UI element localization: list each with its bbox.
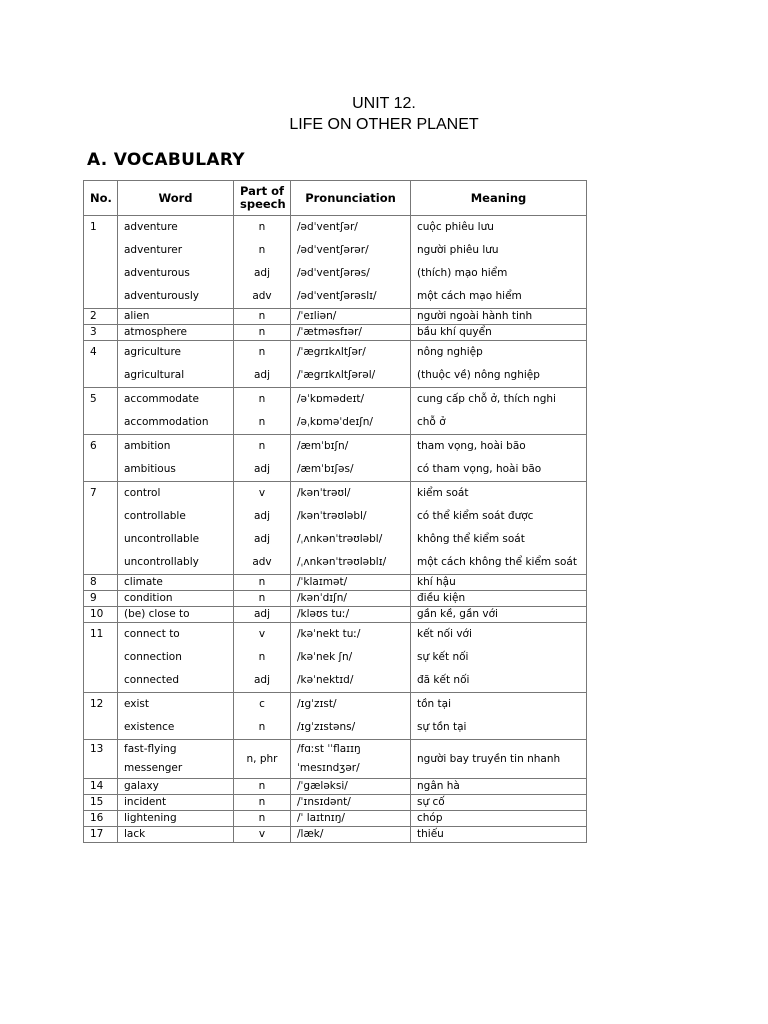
meaning-cell: ngân hà <box>411 779 587 795</box>
pronunciation-cell: /æmˈbɪʃəs/ <box>291 458 411 482</box>
table-row <box>84 575 587 591</box>
row-number: 15 <box>84 795 118 811</box>
pronunciation-cell: /kəˈnek ʃn/ <box>291 646 411 669</box>
meaning-cell: điều kiện <box>411 591 587 607</box>
header-part-of-speech: Part of speech <box>234 181 291 216</box>
pronunciation-cell: /ˈklaɪmət/ <box>291 575 411 591</box>
pronunciation-cell: /fɑːst ˈˈflaɪɪŋ <box>291 740 411 760</box>
word-cell: accommodate <box>118 388 234 412</box>
word-cell: control <box>118 482 234 506</box>
table-row <box>84 411 587 435</box>
table-row <box>84 482 587 506</box>
part-of-speech-cell: adj <box>234 669 291 693</box>
word-cell: ambition <box>118 435 234 459</box>
row-number: 8 <box>84 575 118 591</box>
part-of-speech-cell: n <box>234 341 291 365</box>
word-cell: incident <box>118 795 234 811</box>
table-row <box>84 716 587 740</box>
word-cell: lack <box>118 827 234 843</box>
meaning-cell: sự kết nối <box>411 646 587 669</box>
pronunciation-cell: /kəˈnektɪd/ <box>291 669 411 693</box>
meaning-cell: người phiêu lưu <box>411 239 587 262</box>
table-row <box>84 693 587 717</box>
header-word: Word <box>118 181 234 216</box>
part-of-speech-cell: n <box>234 646 291 669</box>
word-cell: atmosphere <box>118 325 234 341</box>
meaning-cell: nông nghiệp <box>411 341 587 365</box>
part-of-speech-cell: v <box>234 623 291 647</box>
meaning-cell: người bay truyền tin nhanh <box>411 740 587 779</box>
pronunciation-cell: /ədˈventʃər/ <box>291 216 411 240</box>
pronunciation-cell: /ədˈventʃərər/ <box>291 239 411 262</box>
pronunciation-cell: /əˌkɒməˈdeɪʃn/ <box>291 411 411 435</box>
word-cell: adventurous <box>118 262 234 285</box>
meaning-cell: cuộc phiêu lưu <box>411 216 587 240</box>
part-of-speech-cell: adv <box>234 285 291 309</box>
part-of-speech-cell: adj <box>234 607 291 623</box>
table-row <box>84 646 587 669</box>
part-of-speech-cell: adj <box>234 364 291 388</box>
table-row <box>84 669 587 693</box>
word-cell: fast-flying <box>118 740 234 760</box>
table-row <box>84 551 587 575</box>
word-cell: messenger <box>118 759 234 779</box>
table-row <box>84 458 587 482</box>
row-number: 5 <box>84 388 118 435</box>
meaning-cell: bầu khí quyển <box>411 325 587 341</box>
meaning-cell: người ngoài hành tinh <box>411 309 587 325</box>
part-of-speech-cell: adj <box>234 528 291 551</box>
row-number: 7 <box>84 482 118 575</box>
table-row <box>84 239 587 262</box>
part-of-speech-cell: c <box>234 693 291 717</box>
meaning-cell: chỗ ở <box>411 411 587 435</box>
pronunciation-cell: /ɪgˈzɪstəns/ <box>291 716 411 740</box>
meaning-cell: kiểm soát <box>411 482 587 506</box>
word-cell: connection <box>118 646 234 669</box>
unit-title: UNIT 12. <box>352 95 416 112</box>
table-row <box>84 505 587 528</box>
meaning-cell: khí hậu <box>411 575 587 591</box>
word-cell: uncontrollable <box>118 528 234 551</box>
meaning-cell: sự tồn tại <box>411 716 587 740</box>
pronunciation-cell: /kənˈtrəʊl/ <box>291 482 411 506</box>
part-of-speech-cell: n <box>234 411 291 435</box>
meaning-cell: tồn tại <box>411 693 587 717</box>
word-cell: connected <box>118 669 234 693</box>
meaning-cell: cung cấp chỗ ở, thích nghi <box>411 388 587 412</box>
pronunciation-cell: /ˈgæləksi/ <box>291 779 411 795</box>
header-pronunciation: Pronunciation <box>291 181 411 216</box>
meaning-cell: một cách mạo hiểm <box>411 285 587 309</box>
table-row <box>84 528 587 551</box>
word-cell: ambitious <box>118 458 234 482</box>
pronunciation-cell: /ɪgˈzɪst/ <box>291 693 411 717</box>
word-cell: (be) close to <box>118 607 234 623</box>
part-of-speech-cell: adj <box>234 458 291 482</box>
table-row <box>84 827 587 843</box>
pronunciation-cell: /ˈɪnsɪdənt/ <box>291 795 411 811</box>
part-of-speech-cell: n <box>234 309 291 325</box>
part-of-speech-cell: n <box>234 795 291 811</box>
row-number: 12 <box>84 693 118 740</box>
section-heading: A. VOCABULARY <box>87 150 245 170</box>
pronunciation-cell: /kləʊs tuː/ <box>291 607 411 623</box>
pronunciation-cell: /ədˈventʃərəs/ <box>291 262 411 285</box>
row-number: 3 <box>84 325 118 341</box>
part-of-speech-cell: adj <box>234 262 291 285</box>
pronunciation-cell: /æmˈbɪʃn/ <box>291 435 411 459</box>
pronunciation-cell: /kəˈnekt tuː/ <box>291 623 411 647</box>
meaning-cell: gần kề, gần với <box>411 607 587 623</box>
part-of-speech-cell: n <box>234 435 291 459</box>
part-of-speech-cell: adv <box>234 551 291 575</box>
table-row <box>84 364 587 388</box>
part-of-speech-cell: n <box>234 779 291 795</box>
part-of-speech-cell: n <box>234 325 291 341</box>
word-cell: alien <box>118 309 234 325</box>
row-number: 9 <box>84 591 118 607</box>
word-cell: exist <box>118 693 234 717</box>
row-number: 10 <box>84 607 118 623</box>
table-row <box>84 779 587 795</box>
table-row <box>84 341 587 365</box>
meaning-cell: sự cố <box>411 795 587 811</box>
table-row <box>84 309 587 325</box>
row-number: 1 <box>84 216 118 309</box>
row-number: 16 <box>84 811 118 827</box>
row-number: 14 <box>84 779 118 795</box>
meaning-cell: thiếu <box>411 827 587 843</box>
word-cell: agricultural <box>118 364 234 388</box>
word-cell: connect to <box>118 623 234 647</box>
pronunciation-cell: /ˈægrɪkʌltʃərəl/ <box>291 364 411 388</box>
table-row <box>84 607 587 623</box>
vocabulary-table <box>83 180 587 843</box>
pronunciation-cell: /əˈkɒmədeɪt/ <box>291 388 411 412</box>
meaning-cell: tham vọng, hoài bão <box>411 435 587 459</box>
row-number: 11 <box>84 623 118 693</box>
part-of-speech-cell: n <box>234 575 291 591</box>
part-of-speech-cell: n <box>234 216 291 240</box>
part-of-speech-cell: v <box>234 827 291 843</box>
part-of-speech-cell: n <box>234 388 291 412</box>
table-row <box>84 285 587 309</box>
word-cell: lightening <box>118 811 234 827</box>
pronunciation-cell: /kənˈtrəʊləbl/ <box>291 505 411 528</box>
word-cell: galaxy <box>118 779 234 795</box>
row-number: 6 <box>84 435 118 482</box>
meaning-cell: (thuộc về) nông nghiệp <box>411 364 587 388</box>
row-number: 4 <box>84 341 118 388</box>
table-row <box>84 388 587 412</box>
part-of-speech-cell: n <box>234 239 291 262</box>
table-row <box>84 262 587 285</box>
word-cell: adventure <box>118 216 234 240</box>
table-row <box>84 623 587 647</box>
part-of-speech-cell: n <box>234 591 291 607</box>
row-number: 17 <box>84 827 118 843</box>
meaning-cell: kết nối với <box>411 623 587 647</box>
table-row <box>84 795 587 811</box>
pronunciation-cell: /kənˈdɪʃn/ <box>291 591 411 607</box>
meaning-cell: một cách không thể kiểm soát <box>411 551 587 575</box>
table-row <box>84 591 587 607</box>
meaning-cell: có tham vọng, hoài bão <box>411 458 587 482</box>
part-of-speech-cell: n <box>234 811 291 827</box>
table-header-row <box>84 181 587 216</box>
word-cell: adventurer <box>118 239 234 262</box>
meaning-cell: không thể kiểm soát <box>411 528 587 551</box>
meaning-cell: đã kết nối <box>411 669 587 693</box>
row-number: 2 <box>84 309 118 325</box>
table-row <box>84 740 587 760</box>
pronunciation-cell: /ədˈventʃərəslɪ/ <box>291 285 411 309</box>
pronunciation-cell: /ˌʌnkənˈtrəʊləblɪ/ <box>291 551 411 575</box>
pronunciation-cell: /ˈ laɪtnɪŋ/ <box>291 811 411 827</box>
pronunciation-cell: ˈmesɪndʒər/ <box>291 759 411 779</box>
meaning-cell: có thể kiểm soát được <box>411 505 587 528</box>
part-of-speech-cell: adj <box>234 505 291 528</box>
pronunciation-cell: /ˈætməsfɪər/ <box>291 325 411 341</box>
unit-subtitle: LIFE ON OTHER PLANET <box>289 116 479 133</box>
word-cell: agriculture <box>118 341 234 365</box>
table-row <box>84 216 587 240</box>
word-cell: condition <box>118 591 234 607</box>
part-of-speech-cell: n <box>234 716 291 740</box>
part-of-speech-cell: v <box>234 482 291 506</box>
meaning-cell: (thích) mạo hiểm <box>411 262 587 285</box>
word-cell: accommodation <box>118 411 234 435</box>
table-row <box>84 811 587 827</box>
table-row <box>84 325 587 341</box>
meaning-cell: chóp <box>411 811 587 827</box>
word-cell: uncontrollably <box>118 551 234 575</box>
row-number: 13 <box>84 740 118 779</box>
word-cell: climate <box>118 575 234 591</box>
header-no: No. <box>84 181 118 216</box>
table-row <box>84 435 587 459</box>
pronunciation-cell: /ˈægrɪkʌltʃər/ <box>291 341 411 365</box>
pronunciation-cell: /læk/ <box>291 827 411 843</box>
word-cell: existence <box>118 716 234 740</box>
word-cell: adventurously <box>118 285 234 309</box>
part-of-speech-cell: n, phr <box>234 740 291 779</box>
pronunciation-cell: /ˌʌnkənˈtrəʊləbl/ <box>291 528 411 551</box>
pronunciation-cell: /ˈeɪliən/ <box>291 309 411 325</box>
word-cell: controllable <box>118 505 234 528</box>
header-meaning: Meaning <box>411 181 587 216</box>
